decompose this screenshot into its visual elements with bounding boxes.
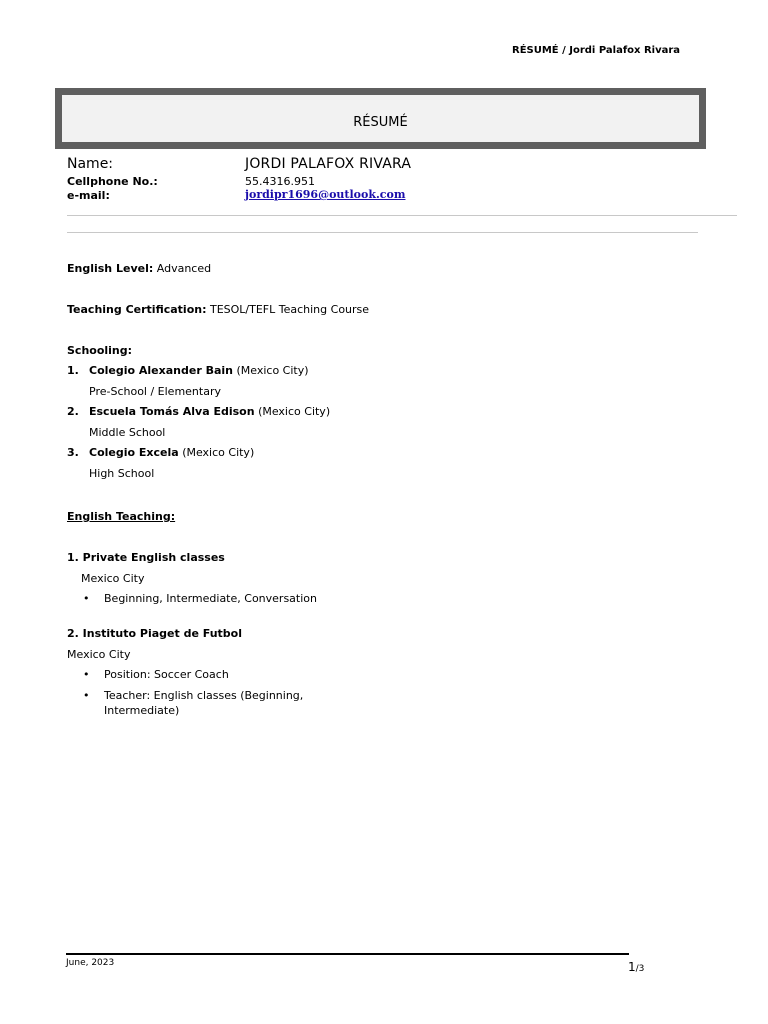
job-location: Mexico City: [81, 572, 145, 585]
document-title: RÉSUMÉ: [353, 115, 408, 130]
school-level: High School: [89, 467, 155, 480]
school-name: Colegio Excela: [89, 446, 179, 459]
cellphone-value: 55.4316.951: [245, 175, 315, 188]
school-name: Colegio Alexander Bain: [89, 364, 233, 377]
footer-rule: [66, 953, 629, 955]
job-bullet: Position: Soccer Coach: [104, 668, 229, 681]
english-level-label: English Level:: [67, 262, 154, 275]
email-cell: [245, 188, 405, 201]
school-level: Middle School: [89, 426, 166, 439]
bullet-dot: •: [83, 668, 90, 681]
footer-date: June, 2023: [66, 958, 115, 968]
job-bullet: Teacher: English classes (Beginning,: [104, 689, 304, 702]
job-title: 1. Private English classes: [67, 551, 225, 564]
english-teaching-heading: English Teaching:: [67, 510, 176, 523]
name-value: JORDI PALAFOX RIVARA: [245, 156, 412, 172]
title-box: [55, 88, 706, 149]
english-level-line: [67, 262, 211, 275]
school-location: (Mexico City): [182, 446, 255, 459]
school-entry: [89, 405, 330, 418]
bullet-dot: •: [83, 689, 90, 702]
school-number: 3.: [67, 446, 79, 459]
cellphone-label: Cellphone No.:: [67, 175, 158, 188]
page-total: /3: [635, 964, 645, 974]
certification-line: [67, 303, 369, 316]
job-bullet: Beginning, Intermediate, Conversation: [104, 592, 317, 605]
email-link[interactable]: jordipr1696@outlook.com: [245, 188, 406, 201]
certification-value: TESOL/TEFL Teaching Course: [209, 303, 370, 316]
school-entry: [89, 446, 254, 459]
email-label: e-mail:: [67, 189, 110, 202]
school-entry: [89, 364, 309, 377]
job-title: 2. Instituto Piaget de Futbol: [67, 627, 242, 640]
page-number: [628, 960, 644, 974]
english-level-value: Advanced: [156, 262, 212, 275]
school-location: (Mexico City): [258, 405, 331, 418]
certification-label: Teaching Certification:: [67, 303, 207, 316]
job-bullet-continued: Intermediate): [104, 704, 180, 717]
running-header: RÉSUMÉ / Jordi Palafox Rivara: [512, 45, 681, 56]
bullet-dot: •: [83, 592, 90, 605]
schooling-heading: Schooling:: [67, 344, 133, 357]
school-number: 2.: [67, 405, 79, 418]
school-number: 1.: [67, 364, 79, 377]
school-name: Escuela Tomás Alva Edison: [89, 405, 255, 418]
divider: [67, 215, 737, 216]
school-location: (Mexico City): [236, 364, 309, 377]
job-location: Mexico City: [67, 648, 131, 661]
name-label: Name:: [67, 156, 114, 172]
school-level: Pre-School / Elementary: [89, 385, 221, 398]
page-current: 1: [628, 960, 636, 974]
divider: [67, 232, 698, 233]
